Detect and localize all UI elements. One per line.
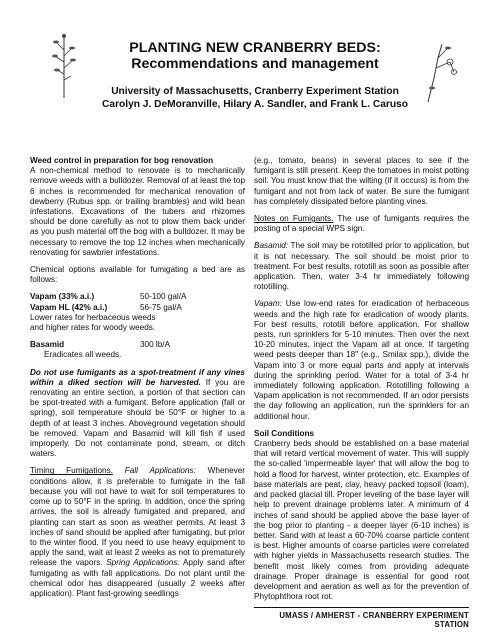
title-line-1: PLANTING NEW CRANBERRY BEDS: <box>129 40 381 56</box>
timing-label: Timing Fumigations. <box>30 466 113 476</box>
vapam-hl-rate: 56-75 gal/A <box>140 302 182 312</box>
title-line-2: Recommendations and management <box>131 56 379 72</box>
notes-text: The use of fumigants requires the posting of a special WPS sign. <box>254 214 469 234</box>
vapam-label: Vapam: <box>254 299 282 309</box>
chemical-options-text: Chemical options available for fumigating a bed are as follows: <box>30 265 245 285</box>
page-title <box>90 40 420 72</box>
notes-label: Notes on Fumigants. <box>254 214 334 224</box>
basamid-label: Basamid: <box>254 241 289 251</box>
vapam-hl-label: Vapam HL (42% a.i.) <box>30 302 108 312</box>
basamid-rate: 300 lb/A <box>140 340 171 350</box>
spring-text: Apply sand after fumigating as with fall applications. Do not plant until the chemical odor has disappeared (usually 2 weeks after application). Plant fast-growing seedlings <box>30 558 245 598</box>
cranberry-plant-illustration-right <box>424 38 458 104</box>
weed-control-text: A non-chemical method to renovate is to mechanically remove weeds with a bulldozer. Removal of at least the top 6 inches is recommended for mechanical renovation of dewberry (Rubus spp. or trailing brambles) and wild bean infestations. Excavations of the tubers and rhizomes should be done carefully as not to plow them back under as you push material off the bog with a bulldozer. It may be necessary to remove the top 12 inches when mechanically renovating for sawbrier infestations. <box>30 166 245 257</box>
warning-text: If you are renovating an entire section, a portion of that section can be spot-treated with a fumigant. Before application (fall or spring), soil temperature should be 50°F or higher to a depth of at least 3 inches. Aboveground vegetation should be removed. Vapam and Basamid will kill fish if used improperly. Do not contaminate pond, stream, or ditch waters. <box>30 377 245 459</box>
weed-control-heading: Weed control in preparation for bog renovation <box>30 156 214 165</box>
timing-text: Whenever conditions allow, it is preferable to fumigate in the fall because you will not have to wait for soil temperatures to come up to 50°F in the spring. In addition, once the spring arrives, the soil is already fumigated and prepared, and planting can start as soon as weather permits. At least 3 inches of sand should be applied after fumigating, but prior to the winter flood. If you need to use heavy equipment to apply the sand, wait at least 2 weeks as not to prematurely release the vapors. <box>30 466 245 568</box>
fall-label: Fall Applications: <box>124 466 196 476</box>
cranberry-plant-illustration-left <box>50 30 78 98</box>
tomato-test-text: (e.g., tomato, beans) in several places to see if the fumigant is still present. Keep the tomatoes in moist potting soil. You must know that the wilting (if it occurs) is from the fumigant and not from lack of water. Be sure the fumigant has completely dissipated before planting vines. <box>254 156 469 206</box>
spring-label: Spring Applications: <box>106 558 180 568</box>
institution: University of Massachusetts, Cranberry Experiment Station <box>111 86 399 97</box>
vapam-label: Vapam (33% a.i.) <box>30 292 95 302</box>
basamid-text: The soil may be rototilled prior to application, but it is not necessary. The soil should be moist prior to treatment. For best results, rototill as soon as possible after application. Then, water 3-4 hr immediately following rototilling. <box>254 241 469 292</box>
authors: Carolyn J. DeMoranville, Hilary A. Sandler, and Frank L. Caruso <box>102 99 408 110</box>
vapam-paragraph <box>254 299 469 421</box>
vapam-note: Lower rates for herbaceous weeds and higher rates for woody weeds. <box>30 312 156 333</box>
byline <box>90 85 420 111</box>
timing-paragraph <box>30 466 245 599</box>
notes-paragraph <box>254 214 469 234</box>
footer: UMASS / AMHERST - CRANBERRY EXPERIMENT STATION <box>254 607 469 629</box>
warning-bold: Do not use fumigants as a spot-treatment if any vines within a diked section will be harvested. <box>30 367 245 387</box>
basamid-rate-row <box>30 340 245 350</box>
soil-text: Cranberry beds should be established on a base material that will retard vertical movement of water. This will supply the so-called 'impermeable layer' that will allow the bog to hold a flood for harvest, winter protection, etc. Examples of base materials are peat, clay, heavy packed topsoil (loam), and packed glacial till. Proper leveling of the base layer will help to prevent drainage problems later. A minimum of 4 inches of sand should be applied above the base layer of the bog prior to planting - a deeper layer (6-10 inches) is better. Sand with at least a 60-70% coarse particle content is best. Higher amounts of coarse particles were correlated with higher yields in Massachusetts research studies. The benefit most likely comes from providing adequate drainage. Proper drainage is essential for good root development and aeration as well as for the prevention of Phytophthora root rot. <box>254 439 469 602</box>
vapam-rate: 50-100 gal/A <box>140 292 187 302</box>
warning-paragraph <box>30 368 245 460</box>
soil-paragraph <box>254 429 469 602</box>
right-column <box>254 156 469 609</box>
vapam-text: Use low-end rates for eradication of herbaceous weeds and the high rate for eradication of woody plants. For best results, rototill before application. For shallow pests, run sprinklers for 5-10 minutes. Then over the next 10-20 minutes, inject the Vapam all at once. If targeting weed pests deeper than 18" (e.g., Smilax spp.), divide the Vapam into 3 or more equal parts and apply at intervals during the sprinkling period. Water for a total of 3-4 hr immediately following application. Rototilling following a Vapam application is not recommended. If an odor persists the day following an application, run the sprinklers for an additional hour. <box>254 299 469 421</box>
soil-heading: Soil Conditions <box>254 428 315 438</box>
vapam-hl-rate-row <box>30 303 245 313</box>
basamid-paragraph <box>254 241 469 292</box>
left-column <box>30 156 245 606</box>
basamid-label: Basamid <box>30 340 65 350</box>
vapam-rate-row <box>30 292 245 302</box>
basamid-note: Eradicates all weeds. <box>44 350 122 360</box>
